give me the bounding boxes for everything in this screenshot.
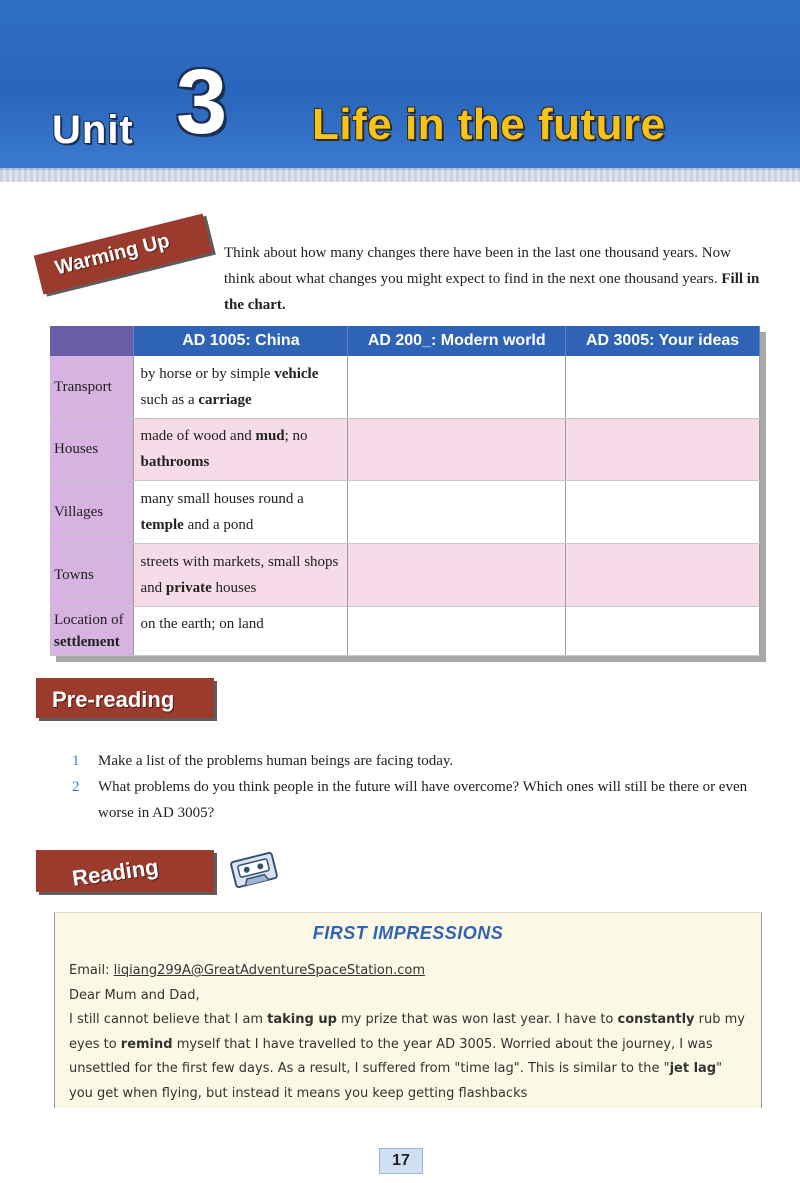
row-description: by horse or by simple vehicle such as a carriage xyxy=(134,356,348,418)
greeting: Dear Mum and Dad, xyxy=(69,987,200,1003)
chart-corner-cell xyxy=(50,326,134,356)
your-ideas-cell[interactable] xyxy=(566,543,760,606)
row-label: Houses xyxy=(50,418,134,481)
list-item xyxy=(72,774,772,826)
pre-reading-tab: Pre-reading xyxy=(36,678,214,718)
item-number: 1 xyxy=(72,753,80,769)
chart-header-row xyxy=(50,326,760,356)
item-text: What problems do you think people in the future will have overcome? Which ones will still be there or even worse in AD 3005? xyxy=(98,779,748,821)
warming-up-intro xyxy=(224,240,764,318)
future-chart xyxy=(50,326,760,656)
intro-instruction: Fill in the chart. xyxy=(224,271,760,313)
your-ideas-cell[interactable] xyxy=(566,606,760,655)
modern-world-cell[interactable] xyxy=(348,356,566,418)
row-description: many small houses round a temple and a pond xyxy=(134,481,348,544)
email-address[interactable]: liqiang299A@GreatAdventureSpaceStation.com xyxy=(113,963,426,978)
unit-title: Life in the future xyxy=(312,100,666,149)
paragraph: I still cannot believe that I am taking up my prize that was won last year. I have to constantly rub my eyes to remind myself that I have travelled to the year AD 3005. Worried about the journey, I was unsettled for the first few days. As a result, I suffered from "time lag". This is similar to the "jet lag" you get when flying, but instead it means you keep getting flashbacks xyxy=(69,1012,746,1101)
item-text: Make a list of the problems human beings are facing today. xyxy=(98,753,454,769)
chart-row-villages xyxy=(50,481,760,544)
row-label: Villages xyxy=(50,481,134,544)
row-description: on the earth; on land xyxy=(134,606,348,655)
chart-row-transport xyxy=(50,356,760,418)
list-item xyxy=(72,748,772,774)
row-description: streets with markets, small shops and private houses xyxy=(134,543,348,606)
reading-passage xyxy=(54,912,762,1108)
modern-world-cell[interactable] xyxy=(348,543,566,606)
row-label: Transport xyxy=(50,356,134,418)
intro-text: Think about how many changes there have been in the last one thousand years. Now think about what changes you might expect to find in the next one thousand years. xyxy=(224,245,731,287)
chart-row-houses xyxy=(50,418,760,481)
email-line: Email: liqiang299A@GreatAdventureSpaceStation.com xyxy=(69,963,426,978)
item-number: 2 xyxy=(72,779,80,795)
chart-row-towns xyxy=(50,543,760,606)
page-number: 17 xyxy=(379,1148,423,1174)
cassette-tape-icon xyxy=(229,851,278,889)
chart-header-ad1005: AD 1005: China xyxy=(134,326,348,356)
warming-up-tab: Warming Up xyxy=(34,214,213,295)
chart-header-ad200: AD 200_: Modern world xyxy=(348,326,566,356)
modern-world-cell[interactable] xyxy=(348,481,566,544)
modern-world-cell[interactable] xyxy=(348,606,566,655)
chart-row-settlement xyxy=(50,606,760,655)
row-label: Location of settlement xyxy=(50,606,134,655)
pre-reading-list xyxy=(72,748,772,826)
reading-tab: Reading xyxy=(36,850,214,892)
your-ideas-cell[interactable] xyxy=(566,418,760,481)
your-ideas-cell[interactable] xyxy=(566,481,760,544)
row-label: Towns xyxy=(50,543,134,606)
passage-body xyxy=(69,959,749,1106)
chart-header-ad3005: AD 3005: Your ideas xyxy=(566,326,760,356)
unit-label: Unit xyxy=(52,108,134,152)
modern-world-cell[interactable] xyxy=(348,418,566,481)
your-ideas-cell[interactable] xyxy=(566,356,760,418)
row-description: made of wood and mud; no bathrooms xyxy=(134,418,348,481)
unit-number: 3 xyxy=(176,51,228,153)
passage-title: FIRST IMPRESSIONS xyxy=(312,923,504,943)
